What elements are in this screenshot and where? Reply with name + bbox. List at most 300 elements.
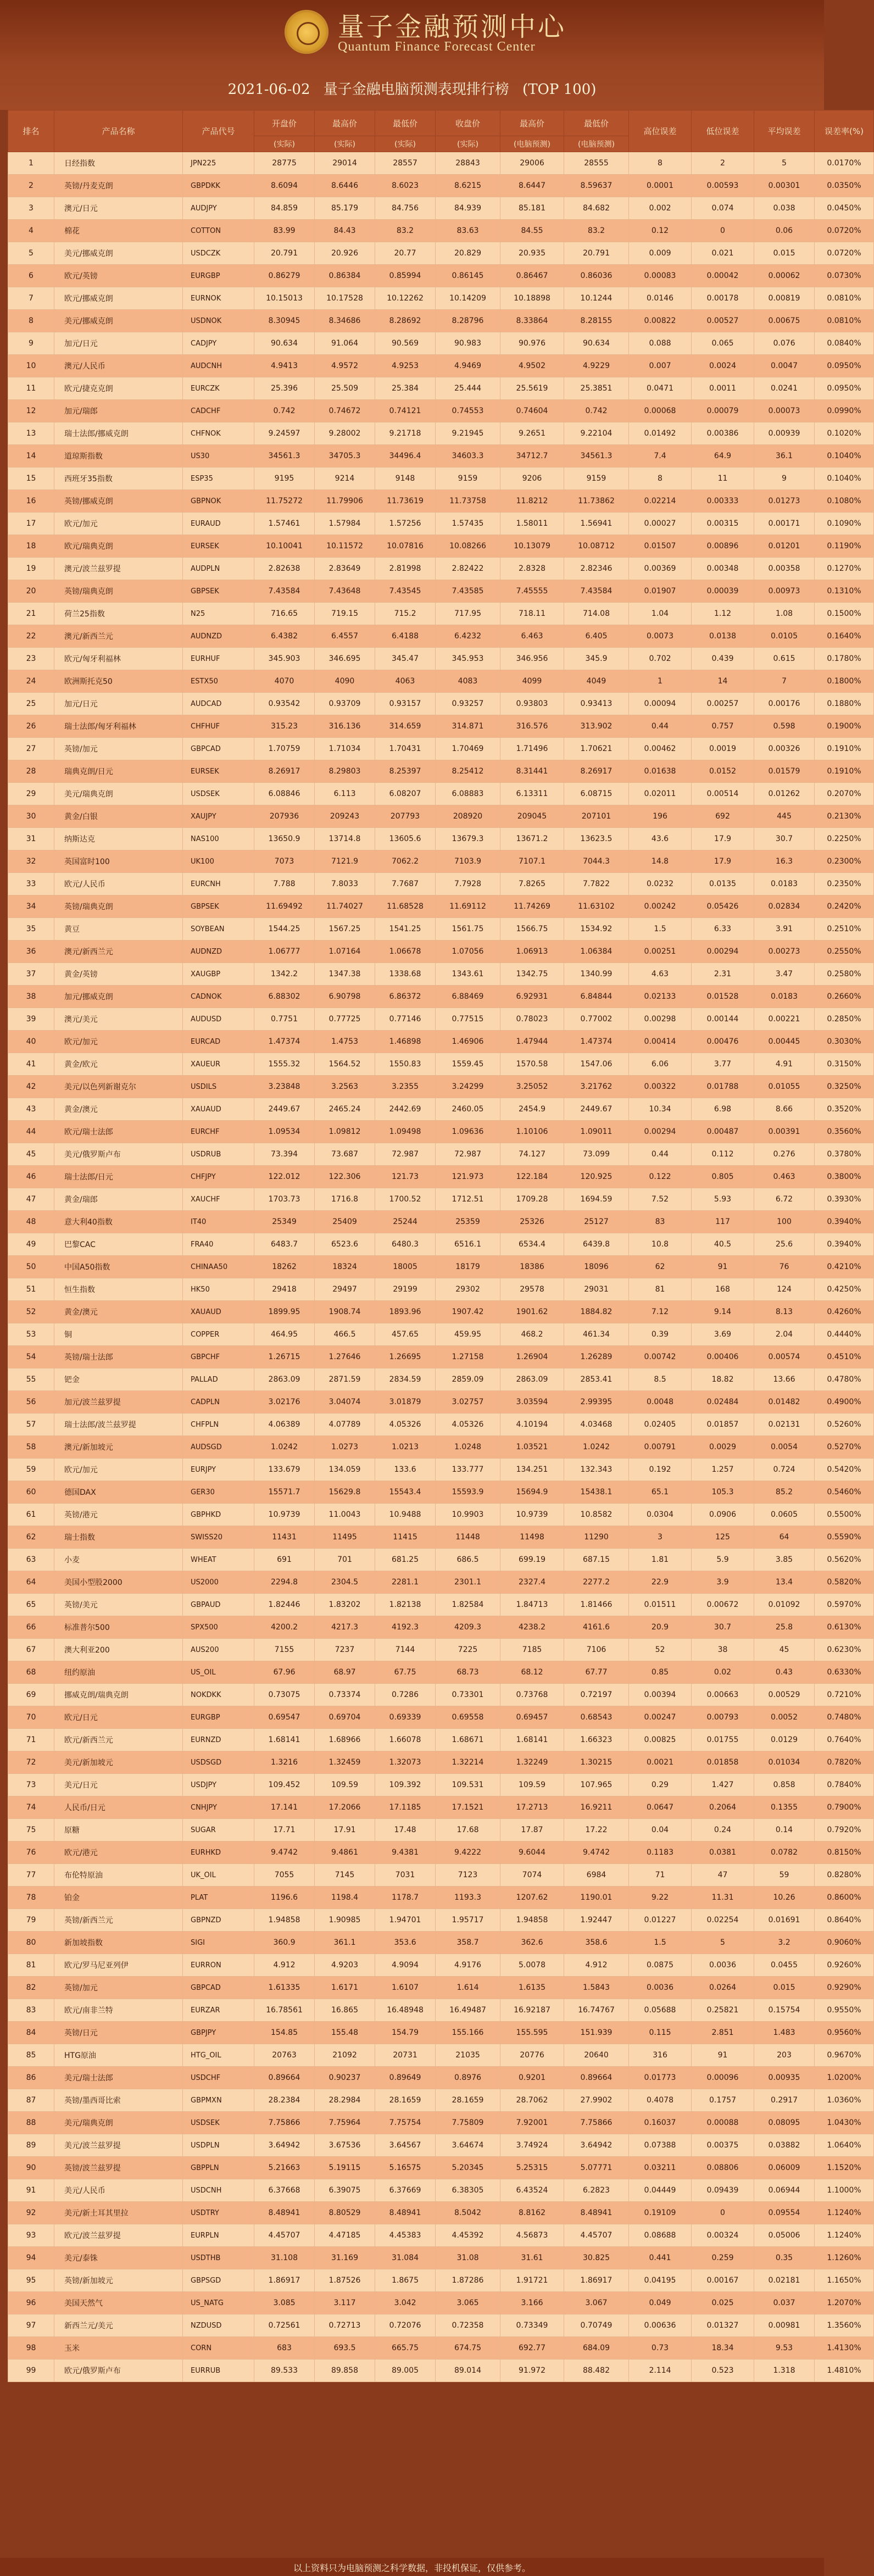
cell-err-pct: 0.2300% (815, 850, 874, 873)
cell-high-err: 316 (629, 2044, 692, 2067)
report-tag: (TOP 100) (522, 81, 597, 98)
cell-close: 0.8976 (436, 2067, 500, 2089)
cell-close: 11.73758 (436, 490, 500, 513)
cell-code: CHFJPY (183, 1166, 254, 1188)
cell-high-err: 0.16037 (629, 2112, 692, 2134)
table-row (8, 513, 874, 535)
cell-open: 16.78561 (254, 1999, 315, 2022)
cell-name: 棉花 (54, 220, 183, 242)
table-row (8, 941, 874, 963)
cell-high: 1.71034 (315, 738, 375, 760)
cell-pred-high: 4.10194 (500, 1414, 564, 1436)
cell-low-err: 0.00294 (692, 941, 754, 963)
cell-avg-err: 16.3 (754, 850, 815, 873)
cell-high-err: 0.00742 (629, 1346, 692, 1368)
cell-low: 11415 (375, 1526, 436, 1549)
cell-err-pct: 1.0200% (815, 2067, 874, 2089)
cell-code: PLAT (183, 1887, 254, 1909)
cell-open: 0.89664 (254, 2067, 315, 2089)
cell-pred-high: 0.73768 (500, 1684, 564, 1706)
cell-code: UK_OIL (183, 1864, 254, 1887)
cell-code: CADCHF (183, 400, 254, 422)
cell-err-pct: 0.3940% (815, 1233, 874, 1256)
cell-pred-low: 0.89664 (564, 2067, 629, 2089)
cell-pred-low: 1547.06 (564, 1053, 629, 1076)
cell-err-pct: 0.4900% (815, 1391, 874, 1414)
cell-pred-high: 7.8265 (500, 873, 564, 895)
cell-rank: 81 (8, 1954, 54, 1977)
cell-low-err: 0.01327 (692, 2314, 754, 2337)
cell-low-err: 0.09439 (692, 2179, 754, 2202)
cell-high-err: 0.0875 (629, 1954, 692, 1977)
cell-code: USDSGD (183, 1751, 254, 1774)
cell-pred-high: 3.74924 (500, 2134, 564, 2157)
cell-pred-high: 1.10106 (500, 1121, 564, 1143)
cell-low-err: 0.065 (692, 332, 754, 355)
cell-close: 358.7 (436, 1932, 500, 1954)
cell-pred-low: 1694.59 (564, 1188, 629, 1211)
cell-name: 中国A50指数 (54, 1256, 183, 1278)
cell-pred-high: 4238.2 (500, 1616, 564, 1639)
col-code: 产品代号 (183, 110, 254, 152)
cell-high-err: 0.01511 (629, 1594, 692, 1616)
cell-err-pct: 0.1310% (815, 580, 874, 603)
cell-pred-high: 11498 (500, 1526, 564, 1549)
cell-rank: 1 (8, 152, 54, 175)
cell-high-err: 8 (629, 152, 692, 175)
cell-high: 4.9572 (315, 355, 375, 377)
table-row (8, 1887, 874, 1909)
cell-err-pct: 0.8640% (815, 1909, 874, 1932)
cell-high: 719.15 (315, 603, 375, 625)
cell-low-err: 0.1757 (692, 2089, 754, 2112)
col-high: 最高价 (315, 110, 375, 136)
cell-err-pct: 0.0810% (815, 310, 874, 332)
cell-high-err: 0.00414 (629, 1031, 692, 1053)
cell-open: 17.71 (254, 1819, 315, 1841)
cell-code: XAUEUR (183, 1053, 254, 1076)
cell-low-err: 0.074 (692, 197, 754, 220)
cell-rank: 84 (8, 2022, 54, 2044)
cell-low: 2.81998 (375, 558, 436, 580)
table-row (8, 2292, 874, 2314)
cell-name: HTG原油 (54, 2044, 183, 2067)
cell-name: 欧元/俄罗斯卢布 (54, 2360, 183, 2382)
cell-avg-err: 0.00529 (754, 1684, 815, 1706)
cell-pred-low: 6.08715 (564, 783, 629, 805)
cell-open: 11.69492 (254, 895, 315, 918)
cell-low: 72.987 (375, 1143, 436, 1166)
cell-avg-err: 36.1 (754, 445, 815, 468)
cell-high-err: 0.115 (629, 2022, 692, 2044)
cell-low-err: 64.9 (692, 445, 754, 468)
cell-high: 11.0043 (315, 1504, 375, 1526)
cell-open: 109.452 (254, 1774, 315, 1796)
cell-high: 6.113 (315, 783, 375, 805)
table-row (8, 918, 874, 941)
cell-name: 欧元/新西兰元 (54, 1729, 183, 1751)
cell-pred-low: 20.791 (564, 242, 629, 265)
cell-low-err: 0.259 (692, 2247, 754, 2269)
cell-close: 109.531 (436, 1774, 500, 1796)
cell-high: 5.19115 (315, 2157, 375, 2179)
cell-err-pct: 0.3520% (815, 1098, 874, 1121)
cell-high-err: 0.00247 (629, 1706, 692, 1729)
cell-avg-err: 0.06 (754, 220, 815, 242)
cell-high-err: 0.00825 (629, 1729, 692, 1751)
table-row (8, 580, 874, 603)
cell-rank: 51 (8, 1278, 54, 1301)
cell-pred-low: 1.81466 (564, 1594, 629, 1616)
col-rank: 排名 (8, 110, 54, 152)
cell-name: 意大利40指数 (54, 1211, 183, 1233)
cell-pred-high: 1.94858 (500, 1909, 564, 1932)
sub-actual-high: (实际) (315, 136, 375, 152)
cell-high: 25.509 (315, 377, 375, 400)
cell-name: 欧元/罗马尼亚列伊 (54, 1954, 183, 1977)
cell-high: 209243 (315, 805, 375, 828)
cell-high-err: 0.002 (629, 197, 692, 220)
cell-name: 美元/瑞士法郎 (54, 2067, 183, 2089)
cell-open: 28775 (254, 152, 315, 175)
table-row (8, 1684, 874, 1706)
cell-low: 2281.1 (375, 1571, 436, 1594)
table-row (8, 377, 874, 400)
cell-err-pct: 0.4260% (815, 1301, 874, 1323)
cell-avg-err: 0.00445 (754, 1031, 815, 1053)
cell-close: 1343.61 (436, 963, 500, 986)
cell-low: 3.01879 (375, 1391, 436, 1414)
cell-close: 68.73 (436, 1661, 500, 1684)
cell-pred-low: 16.9211 (564, 1796, 629, 1819)
cell-pred-high: 468.2 (500, 1323, 564, 1346)
cell-high-err: 0.00369 (629, 558, 692, 580)
cell-open: 20.791 (254, 242, 315, 265)
cell-close: 345.953 (436, 648, 500, 670)
cell-err-pct: 1.1520% (815, 2157, 874, 2179)
cell-high-err: 0.00394 (629, 1684, 692, 1706)
cell-close: 84.939 (436, 197, 500, 220)
table-row (8, 490, 874, 513)
cell-low: 1.0213 (375, 1436, 436, 1459)
cell-rank: 93 (8, 2224, 54, 2247)
cell-high-err: 1.04 (629, 603, 692, 625)
cell-name: 人民币/日元 (54, 1796, 183, 1819)
cell-pred-low: 28555 (564, 152, 629, 175)
cell-high-err: 0.0073 (629, 625, 692, 648)
cell-pred-low: 4049 (564, 670, 629, 693)
cell-open: 1544.25 (254, 918, 315, 941)
cell-rank: 22 (8, 625, 54, 648)
cell-err-pct: 0.8280% (815, 1864, 874, 1887)
cell-open: 360.9 (254, 1932, 315, 1954)
cell-low-err: 0 (692, 2202, 754, 2224)
cell-err-pct: 0.4440% (815, 1323, 874, 1346)
cell-pred-low: 120.925 (564, 1166, 629, 1188)
cell-high: 10.17528 (315, 287, 375, 310)
cell-pred-low: 9159 (564, 468, 629, 490)
cell-pred-low: 0.93413 (564, 693, 629, 715)
cell-high: 8.6446 (315, 175, 375, 197)
cell-close: 11.69112 (436, 895, 500, 918)
cell-high: 7237 (315, 1639, 375, 1661)
cell-high-err: 10.34 (629, 1098, 692, 1121)
cell-pred-low: 461.34 (564, 1323, 629, 1346)
cell-pred-low: 29031 (564, 1278, 629, 1301)
cell-avg-err: 30.7 (754, 828, 815, 850)
cell-code: CADPLN (183, 1391, 254, 1414)
table-row (8, 175, 874, 197)
cell-name: 道琼斯指数 (54, 445, 183, 468)
cell-close: 1.07056 (436, 941, 500, 963)
cell-rank: 9 (8, 332, 54, 355)
cell-avg-err: 0.01482 (754, 1391, 815, 1414)
table-row (8, 242, 874, 265)
cell-err-pct: 1.2070% (815, 2292, 874, 2314)
cell-open: 1555.32 (254, 1053, 315, 1076)
cell-low: 10.07816 (375, 535, 436, 558)
cell-avg-err: 0.00574 (754, 1346, 815, 1368)
cell-pred-high: 34712.7 (500, 445, 564, 468)
cell-avg-err: 0.01691 (754, 1909, 815, 1932)
cell-low-err: 6.33 (692, 918, 754, 941)
brand-logo-icon (285, 10, 329, 54)
cell-low-err: 3.77 (692, 1053, 754, 1076)
cell-open: 464.95 (254, 1323, 315, 1346)
cell-high-err: 0.02011 (629, 783, 692, 805)
cell-avg-err: 0.00326 (754, 738, 815, 760)
cell-high: 1.09812 (315, 1121, 375, 1143)
cell-close: 6.38305 (436, 2179, 500, 2202)
cell-rank: 92 (8, 2202, 54, 2224)
cell-rank: 20 (8, 580, 54, 603)
cell-pred-low: 0.77002 (564, 1008, 629, 1031)
cell-err-pct: 1.1650% (815, 2269, 874, 2292)
cell-code: EURZAR (183, 1999, 254, 2022)
cell-open: 1.3216 (254, 1751, 315, 1774)
cell-name: 欧元/人民币 (54, 873, 183, 895)
cell-err-pct: 0.9560% (815, 2022, 874, 2044)
cell-high-err: 14.8 (629, 850, 692, 873)
cell-low: 11.68528 (375, 895, 436, 918)
cell-low: 10.12262 (375, 287, 436, 310)
cell-name: 美元/日元 (54, 1774, 183, 1796)
cell-pred-high: 3.166 (500, 2292, 564, 2314)
cell-open: 4.45707 (254, 2224, 315, 2247)
cell-low: 5.16575 (375, 2157, 436, 2179)
brand-name-cn: 量子金融预测中心 (338, 12, 567, 42)
cell-pred-low: 25127 (564, 1211, 629, 1233)
cell-name: 原糖 (54, 1819, 183, 1841)
cell-name: 黄金/澳元 (54, 1098, 183, 1121)
cell-pred-low: 8.48941 (564, 2202, 629, 2224)
cell-rank: 34 (8, 895, 54, 918)
cell-low-err: 0.0029 (692, 1436, 754, 1459)
cell-pred-low: 34561.3 (564, 445, 629, 468)
cell-code: SIGI (183, 1932, 254, 1954)
cell-low-err: 47 (692, 1864, 754, 1887)
cell-rank: 88 (8, 2112, 54, 2134)
cell-close: 6.4232 (436, 625, 500, 648)
cell-avg-err: 0.076 (754, 332, 815, 355)
cell-err-pct: 0.5420% (815, 1459, 874, 1481)
cell-low: 8.6023 (375, 175, 436, 197)
cell-err-pct: 0.8150% (815, 1841, 874, 1864)
cell-close: 1712.51 (436, 1188, 500, 1211)
cell-pred-high: 90.976 (500, 332, 564, 355)
cell-pred-high: 134.251 (500, 1459, 564, 1481)
cell-code: CADJPY (183, 332, 254, 355)
cell-code: GBPSEK (183, 895, 254, 918)
cell-high: 31.169 (315, 2247, 375, 2269)
cell-pred-low: 9.22104 (564, 422, 629, 445)
cell-avg-err: 0.00358 (754, 558, 815, 580)
cell-close: 18179 (436, 1256, 500, 1278)
cell-code: XAUAUD (183, 1301, 254, 1323)
cell-name: 欧元/瑞士法郎 (54, 1121, 183, 1143)
cell-name: 荷兰25指数 (54, 603, 183, 625)
cell-open: 6.88302 (254, 986, 315, 1008)
table-row (8, 1571, 874, 1594)
cell-high: 2.83649 (315, 558, 375, 580)
cell-pred-high: 1.47944 (500, 1031, 564, 1053)
cell-high: 4217.3 (315, 1616, 375, 1639)
cell-rank: 67 (8, 1639, 54, 1661)
cell-high-err: 0.088 (629, 332, 692, 355)
table-header (8, 110, 874, 152)
cell-pred-high: 20776 (500, 2044, 564, 2067)
cell-pred-low: 6.84844 (564, 986, 629, 1008)
cell-rank: 2 (8, 175, 54, 197)
cell-low-err: 0.00039 (692, 580, 754, 603)
table-row (8, 2360, 874, 2382)
cell-high: 20.926 (315, 242, 375, 265)
cell-avg-err: 3.91 (754, 918, 815, 941)
cell-name: 欧元/瑞典克朗 (54, 535, 183, 558)
cell-err-pct: 0.0990% (815, 400, 874, 422)
cell-low: 1.8675 (375, 2269, 436, 2292)
cell-open: 2449.67 (254, 1098, 315, 1121)
cell-avg-err: 13.4 (754, 1571, 815, 1594)
cell-pred-low: 2.99395 (564, 1391, 629, 1414)
cell-rank: 61 (8, 1504, 54, 1526)
cell-pred-high: 2327.4 (500, 1571, 564, 1594)
cell-pred-low: 345.9 (564, 648, 629, 670)
cell-avg-err: 0.14 (754, 1819, 815, 1841)
cell-close: 10.14209 (436, 287, 500, 310)
cell-name: 澳大利亚200 (54, 1639, 183, 1661)
cell-pred-high: 1342.75 (500, 963, 564, 986)
cell-pred-low: 1.26289 (564, 1346, 629, 1368)
cell-avg-err: 3.85 (754, 1549, 815, 1571)
cell-code: NZDUSD (183, 2314, 254, 2337)
cell-high-err: 7.4 (629, 445, 692, 468)
cell-err-pct: 0.3560% (815, 1121, 874, 1143)
cell-err-pct: 0.3150% (815, 1053, 874, 1076)
cell-low: 1700.52 (375, 1188, 436, 1211)
cell-code: CHFHUF (183, 715, 254, 738)
cell-close: 28.1659 (436, 2089, 500, 2112)
cell-rank: 27 (8, 738, 54, 760)
cell-open: 2.82638 (254, 558, 315, 580)
cell-high-err: 1.81 (629, 1549, 692, 1571)
table-row (8, 2224, 874, 2247)
cell-low-err: 0.00324 (692, 2224, 754, 2247)
cell-err-pct: 0.7480% (815, 1706, 874, 1729)
cell-err-pct: 0.2510% (815, 918, 874, 941)
cell-high-err: 20.9 (629, 1616, 692, 1639)
cell-open: 1.68141 (254, 1729, 315, 1751)
cell-close: 0.69558 (436, 1706, 500, 1729)
cell-open: 7155 (254, 1639, 315, 1661)
cell-high: 2871.59 (315, 1368, 375, 1391)
cell-low-err: 125 (692, 1526, 754, 1549)
table-row (8, 1751, 874, 1774)
table-row (8, 625, 874, 648)
cell-pred-low: 1190.01 (564, 1887, 629, 1909)
cell-pred-low: 18096 (564, 1256, 629, 1278)
cell-code: AUDSGD (183, 1436, 254, 1459)
cell-code: UK100 (183, 850, 254, 873)
cell-err-pct: 0.9290% (815, 1977, 874, 1999)
cell-avg-err: 0.06009 (754, 2157, 815, 2179)
cell-pred-low: 7106 (564, 1639, 629, 1661)
cell-name: 澳元/人民币 (54, 355, 183, 377)
cell-pred-low: 1.0242 (564, 1436, 629, 1459)
cell-rank: 43 (8, 1098, 54, 1121)
cell-open: 4.06389 (254, 1414, 315, 1436)
cell-low: 7062.2 (375, 850, 436, 873)
cell-rank: 73 (8, 1774, 54, 1796)
cell-avg-err: 0.724 (754, 1459, 815, 1481)
cell-avg-err: 0.598 (754, 715, 815, 738)
cell-rank: 97 (8, 2314, 54, 2337)
cell-err-pct: 1.1260% (815, 2247, 874, 2269)
cell-pred-low: 8.28155 (564, 310, 629, 332)
cell-name: 铂金 (54, 1887, 183, 1909)
table-row (8, 1526, 874, 1549)
col-pred-high: 最高价 (500, 110, 564, 136)
cell-pred-low: 10.8582 (564, 1504, 629, 1526)
cell-avg-err: 0.0052 (754, 1706, 815, 1729)
cell-low-err: 0.24 (692, 1819, 754, 1841)
cell-rank: 14 (8, 445, 54, 468)
cell-low: 89.005 (375, 2360, 436, 2382)
cell-open: 1899.95 (254, 1301, 315, 1323)
cell-pred-low: 107.965 (564, 1774, 629, 1796)
cell-close: 459.95 (436, 1323, 500, 1346)
cell-pred-high: 5.25315 (500, 2157, 564, 2179)
cell-high: 11.79906 (315, 490, 375, 513)
cell-pred-high: 10.18898 (500, 287, 564, 310)
cell-low: 314.659 (375, 715, 436, 738)
col-open: 开盘价 (254, 110, 315, 136)
cell-open: 7.75866 (254, 2112, 315, 2134)
cell-low-err: 91 (692, 1256, 754, 1278)
cell-code: US30 (183, 445, 254, 468)
cell-close: 9.21945 (436, 422, 500, 445)
cell-err-pct: 0.1780% (815, 648, 874, 670)
cell-rank: 78 (8, 1887, 54, 1909)
cell-low-err: 0.00315 (692, 513, 754, 535)
cell-pred-high: 9206 (500, 468, 564, 490)
cell-close: 31.08 (436, 2247, 500, 2269)
cell-err-pct: 0.9060% (815, 1932, 874, 1954)
cell-low-err: 9.14 (692, 1301, 754, 1323)
cell-close: 1.09636 (436, 1121, 500, 1143)
cell-low-err: 0.00593 (692, 175, 754, 197)
cell-rank: 91 (8, 2179, 54, 2202)
